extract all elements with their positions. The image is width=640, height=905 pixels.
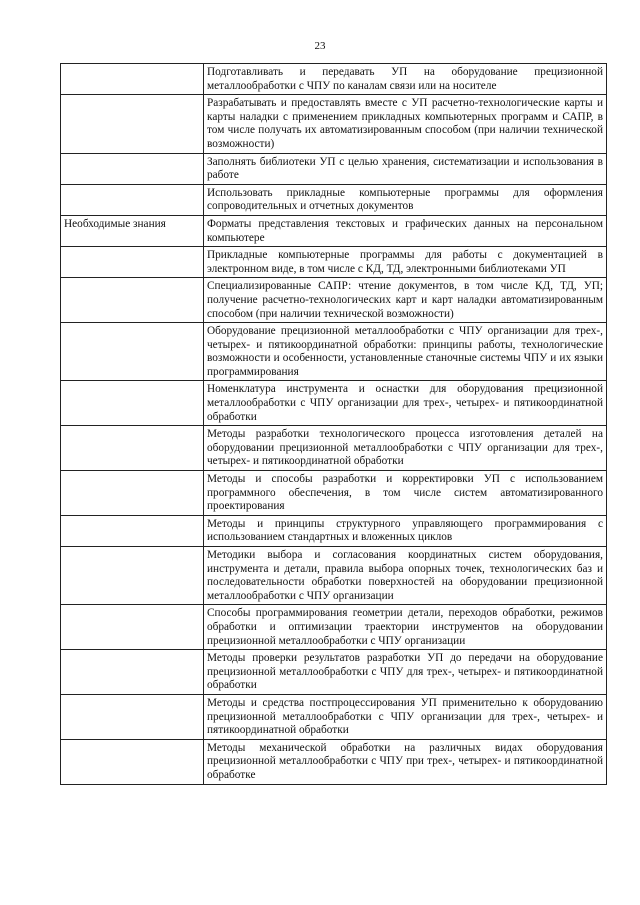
row-text: Способы программирования геометрии детали, переходов обработки, режимов обработки и оптимизации траектории инструментов на оборудовании прецизионной металлообработки с ЧПУ организации <box>204 605 607 650</box>
table-row <box>61 694 607 739</box>
row-label <box>61 95 204 153</box>
row-label <box>61 605 204 650</box>
row-label <box>61 381 204 426</box>
table-row <box>61 515 607 546</box>
row-label <box>61 153 204 184</box>
row-label <box>61 247 204 278</box>
row-text: Номенклатура инструмента и оснастки для оборудования прецизионной металлообработки с ЧПУ организации для трех-, четырех- и пятикоординатной обработки <box>204 381 607 426</box>
row-label <box>61 426 204 471</box>
row-text: Оборудование прецизионной металлообработки с ЧПУ организации для трех-, четырех- и пятикоординатной обработки: принципы работы, технологические возможности и особенности, установленные станочные системы ЧПУ и их языки программирования <box>204 323 607 381</box>
row-text: Использовать прикладные компьютерные программы для оформления сопроводительных и отчетных документов <box>204 184 607 215</box>
row-text: Методы проверки результатов разработки УП до передачи на оборудование прецизионной металлообработки с ЧПУ для трех-, четырех- и пятикоординатной обработки <box>204 650 607 695</box>
table-row <box>61 650 607 695</box>
row-label <box>61 547 204 605</box>
page-number: 23 <box>314 40 326 52</box>
table-row <box>61 381 607 426</box>
row-label <box>61 323 204 381</box>
table-row <box>61 247 607 278</box>
row-text: Методы и средства постпроцессирования УП применительно к оборудованию прецизионной металлообработки с ЧПУ организации для трех-, четырех- и пятикоординатной обработки <box>204 694 607 739</box>
row-text: Разрабатывать и предоставлять вместе с УП расчетно-технологические карты и карты наладки с применением прикладных компьютерных программ и САПР, в том числе получать их автоматизированным способом (при наличии технической возможности) <box>204 95 607 153</box>
row-label <box>61 650 204 695</box>
row-label: Необходимые знания <box>61 215 204 246</box>
row-text: Специализированные САПР: чтение документов, в том числе КД, ТД, УП; получение расчетно-технологических карт и карт наладки автоматизированным способом (при наличии технической возможности) <box>204 278 607 323</box>
row-label <box>61 64 204 95</box>
row-label <box>61 694 204 739</box>
table-row <box>61 278 607 323</box>
row-text: Заполнять библиотеки УП с целью хранения, систематизации и использования в работе <box>204 153 607 184</box>
table-row <box>61 184 607 215</box>
table-row <box>61 426 607 471</box>
row-text: Методики выбора и согласования координатных систем оборудования, инструмента и детали, правила выбора опорных точек, технологических баз и последовательности обработки поверхностей на оборудовании прецизионной металлообработки с ЧПУ организации <box>204 547 607 605</box>
table-row <box>61 64 607 95</box>
table-row <box>61 153 607 184</box>
row-text: Методы разработки технологического процесса изготовления деталей на оборудовании прецизионной металлообработки с ЧПУ организации для трех-, четырех- и пятикоординатной обработки <box>204 426 607 471</box>
row-label <box>61 471 204 516</box>
row-text: Форматы представления текстовых и графических данных на персональном компьютере <box>204 215 607 246</box>
table-row <box>61 215 607 246</box>
requirements-table <box>60 63 607 785</box>
row-text: Подготавливать и передавать УП на оборудование прецизионной металлообработки с ЧПУ по каналам связи или на носителе <box>204 64 607 95</box>
row-label <box>61 184 204 215</box>
row-label <box>61 278 204 323</box>
row-label <box>61 515 204 546</box>
table-row <box>61 323 607 381</box>
table-row <box>61 471 607 516</box>
table-row <box>61 95 607 153</box>
table-row <box>61 605 607 650</box>
table-row <box>61 547 607 605</box>
row-text: Методы и принципы структурного управляющего программирования с использованием стандартных и вложенных циклов <box>204 515 607 546</box>
row-text: Прикладные компьютерные программы для работы с документацией в электронном виде, в том числе с КД, ТД, электронными библиотеками УП <box>204 247 607 278</box>
row-text: Методы механической обработки на различных видах оборудования прецизионной металлообработки с ЧПУ при трех-, четырех- и пятикоординатной обработке <box>204 739 607 784</box>
row-text: Методы и способы разработки и корректировки УП с использованием программного обеспечения, в том числе систем автоматизированного проектирования <box>204 471 607 516</box>
table-row <box>61 739 607 784</box>
row-label <box>61 739 204 784</box>
